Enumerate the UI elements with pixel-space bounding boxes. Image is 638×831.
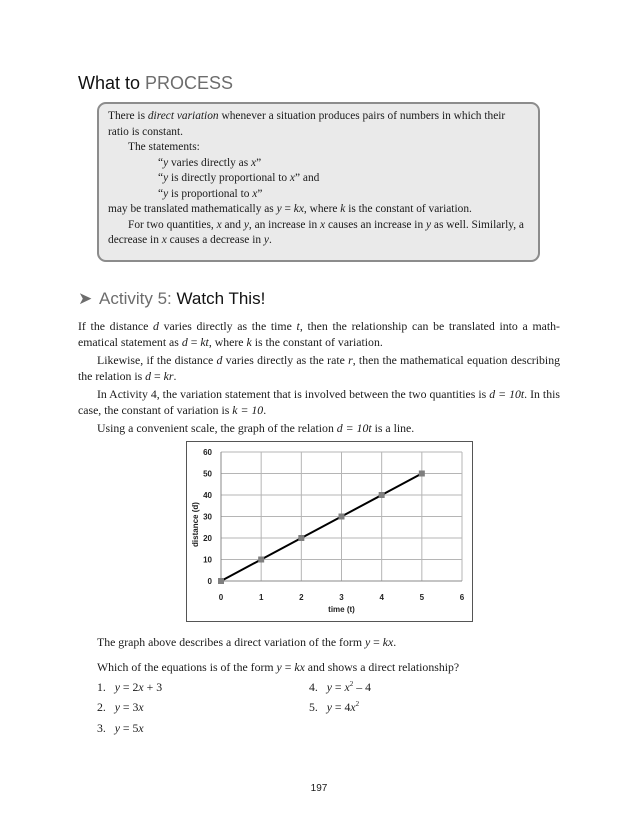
y-tick-label: 30 (203, 512, 212, 522)
box-line: decrease in x causes a decrease in y. (108, 234, 272, 246)
y-tick-label: 20 (203, 534, 212, 543)
equation-3: 3. y = 5x (97, 721, 144, 735)
x-tick-label: 1 (258, 593, 264, 602)
box-line: may be translated mathematically as y = kx, where k is the constant of variation. (108, 203, 472, 215)
y-axis-label: distance (d) (191, 502, 200, 547)
line-chart (186, 441, 473, 622)
box-statement: “y varies directly as x” (158, 156, 262, 169)
equation-4: 4. $y = x^2 - 4$ (309, 680, 371, 694)
definition-box (97, 102, 540, 262)
x-tick-label: 4 (379, 593, 384, 602)
section-title: What to PROCESS (78, 73, 234, 93)
chart-svg (187, 442, 472, 621)
x-tick-label: 0 (218, 593, 224, 602)
data-point (218, 578, 224, 584)
box-line: There is direct variation whenever a situation produces pairs of numbers in which their (108, 110, 506, 122)
y-tick-label: 60 (203, 448, 212, 457)
y-tick-label: 10 (203, 555, 212, 565)
paragraph-2: Likewise, if the distance d varies directly as the rate r, then the mathematical equation describing the relation is d = kr. (78, 353, 560, 383)
data-point (339, 514, 345, 520)
question: Which of the equations is of the form y = kx and shows a direct relationship? (97, 660, 460, 674)
data-point (419, 471, 425, 477)
data-point (379, 492, 385, 498)
box-statement: “y is proportional to x” (158, 187, 263, 200)
box-line: ratio is constant. (108, 125, 183, 138)
data-point (258, 557, 264, 563)
data-point (298, 535, 304, 541)
box-line: The statements: (128, 141, 200, 153)
y-tick-label: 50 (203, 469, 212, 479)
activity-heading: ➤ Activity 5: Watch This! (78, 289, 266, 308)
equation-2: 2. y = 3x (97, 700, 144, 714)
x-tick-label: 6 (459, 593, 465, 602)
series-line (221, 474, 422, 582)
x-tick-label: 2 (299, 593, 304, 602)
arrow-icon: ➤ (78, 289, 93, 308)
equation-5: 5. $y = 4x^2$ (309, 700, 360, 714)
paragraph-3: In Activity 4, the variation statement that is involved between the two quantities is d = 10t. In this case, the constant of variation is k = 10. (78, 387, 560, 417)
page-number: 197 (310, 783, 328, 794)
y-tick-label: 0 (207, 577, 212, 586)
paragraph-1: If the distance d varies directly as the time t, then the relationship can be translated into a math-ematical statement as d = kt, where k is the constant of variation. (78, 319, 560, 349)
paragraph-4: Using a convenient scale, the graph of the relation d = 10t is a line. (97, 421, 415, 435)
box-statement: “y is directly proportional to x” and (158, 172, 320, 184)
x-axis-label: time (t) (328, 605, 355, 614)
paragraph-5: The graph above describes a direct variation of the form y = kx. (97, 635, 397, 649)
y-tick-label: 40 (203, 491, 212, 500)
x-tick-label: 3 (339, 593, 344, 602)
x-tick-label: 5 (419, 593, 425, 602)
box-line: For two quantities, x and y, an increase in x causes an increase in y as well. Similarly, a (128, 218, 524, 231)
equation-1: 1. y = 2x + 3 (97, 680, 163, 694)
